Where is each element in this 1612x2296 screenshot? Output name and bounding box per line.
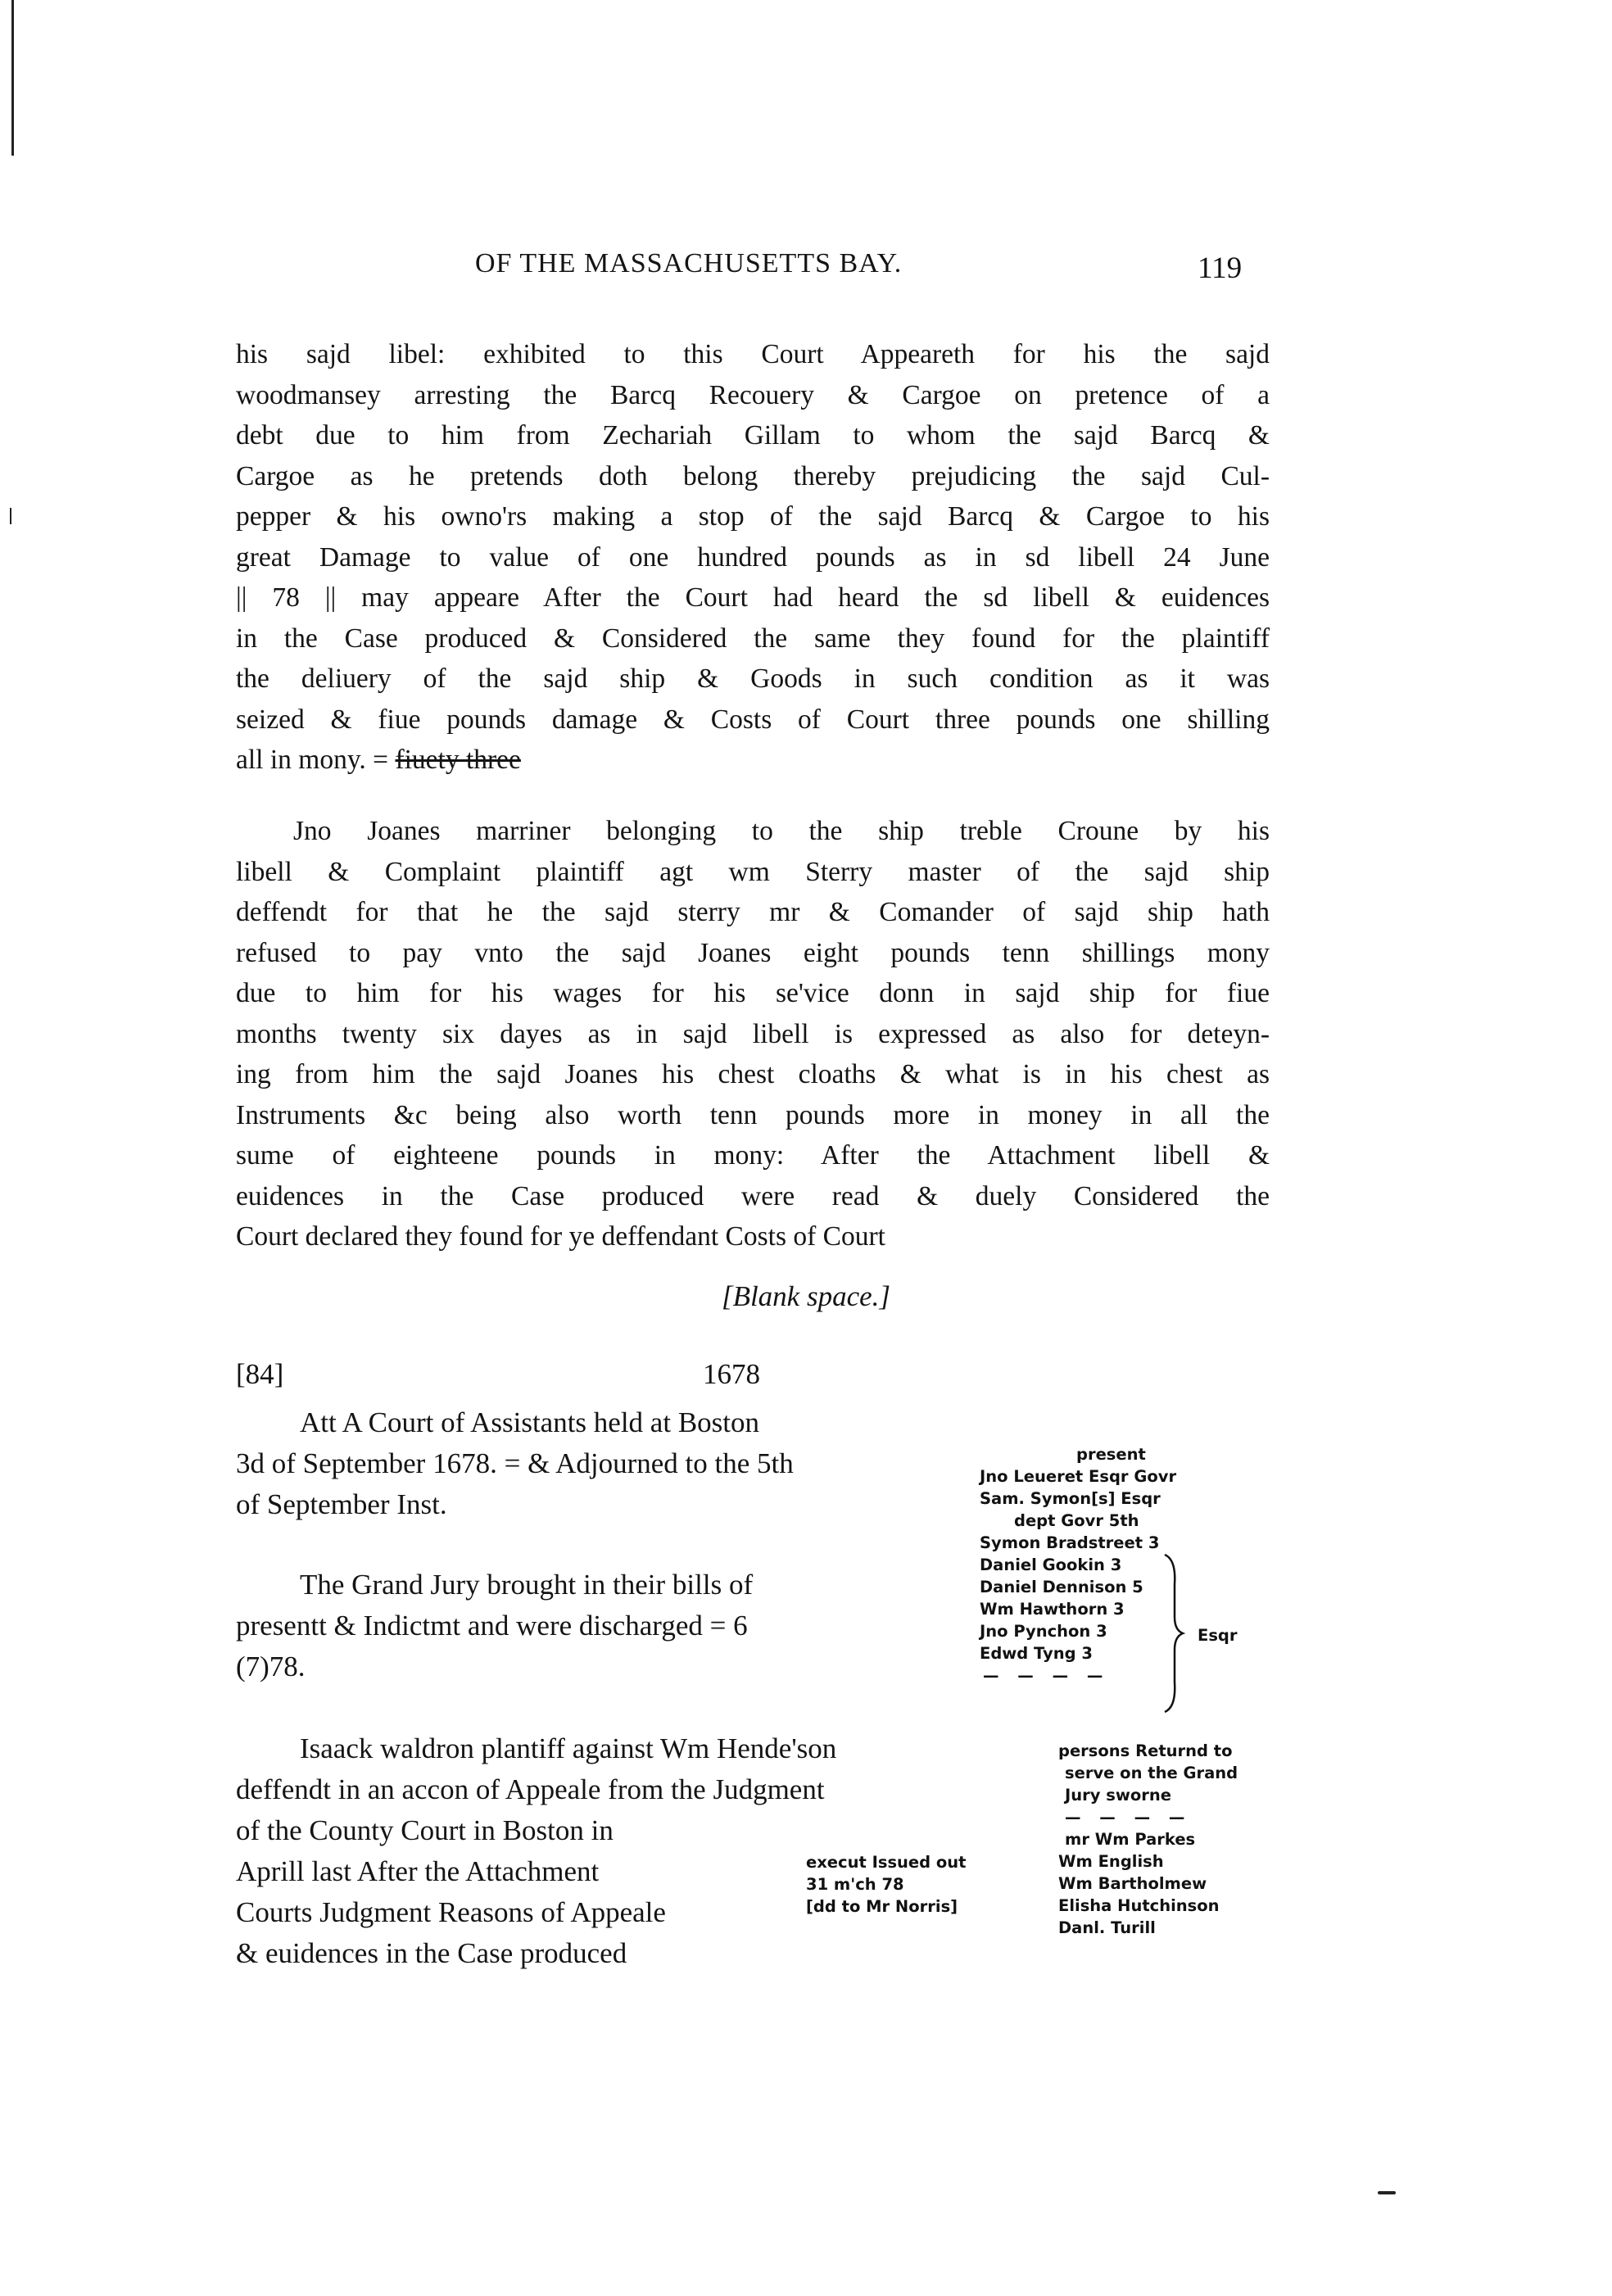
text-line: presentt & Indictmt and were discharged = 6 [236, 1610, 748, 1642]
scan-edge-mark-top [11, 0, 14, 156]
text-line: due to him for his wages for his se'vice donn in sajd ship for fiue [236, 978, 1270, 1008]
side-note-line: Sam. Symon[s] Esqr [980, 1489, 1161, 1508]
side-note-line: Jury sworne [1065, 1786, 1171, 1805]
closing-text: all in mony. = [236, 745, 389, 775]
paragraph-libel-woodmansey [236, 334, 1270, 781]
text-line: libell & Complaint plaintiff agt wm Sterry master of the sajd ship [236, 856, 1270, 887]
paragraph-grand-jury [236, 1565, 753, 1687]
year-heading: 1678 [703, 1358, 760, 1390]
paragraph-joanes-complaint [236, 811, 1270, 1257]
text-line: seized & fiue pounds damage & Costs of Court three pounds one shilling [236, 704, 1270, 735]
curly-brace [1161, 1551, 1186, 1715]
text-line: Courts Judgment Reasons of Appeale [236, 1896, 666, 1928]
text-line: deffendt for that he the sajd sterry mr & Comander of sajd ship hath [236, 897, 1270, 927]
text-line: Isaack waldron plantiff against Wm Hende'son [300, 1732, 837, 1764]
paragraph-waldron-appeal [236, 1728, 836, 1974]
side-note-line: 31 m'ch 78 [806, 1875, 904, 1894]
text-line: months twenty six dayes as in sajd libell is expressed as also for deteyn- [236, 1018, 1270, 1049]
text-line: The Grand Jury brought in their bills of [300, 1569, 754, 1601]
side-note-line: mr Wm Parkes [1065, 1830, 1196, 1849]
text-line: the deliuery of the sajd ship & Goods in such condition as it was [236, 663, 1270, 694]
text-line: his sajd libel: exhibited to this Court Appeareth for his the sajd [236, 339, 1270, 369]
side-note-line: dept Govr 5th [1014, 1511, 1139, 1530]
scan-smudge [1378, 2191, 1396, 2194]
side-note-heading: present [1076, 1445, 1146, 1464]
running-head: OF THE MASSACHUSETTS BAY. [475, 248, 903, 279]
text-line: (7)78. [236, 1651, 306, 1682]
text-line: Att A Court of Assistants held at Boston [300, 1406, 760, 1438]
side-note-line: serve on the Grand [1065, 1764, 1238, 1782]
blank-space-note: [Blank space.] [721, 1280, 891, 1312]
text-line: deffendt in an accon of Appeale from the Judgment [236, 1773, 825, 1805]
page-number: 119 [1198, 251, 1243, 285]
paragraph-court-session [236, 1402, 794, 1525]
text-line: || 78 || may appeare After the Court had heard the sd libell & euidences [236, 582, 1270, 613]
text-line: great Damage to value of one hundred pounds as in sd libell 24 June [236, 541, 1270, 573]
side-note-line: Elisha Hutchinson [1058, 1896, 1220, 1915]
text-line: sume of eighteene pounds in mony: After the Attachment libell & [236, 1140, 1270, 1171]
text-line: debt due to him from Zechariah Gillam to whom the sajd Barcq & [236, 420, 1270, 451]
text-line: woodmansey arresting the Barcq Recouery & Cargoe on pretence of a [236, 379, 1270, 410]
text-line: Jno Joanes marriner belonging to the ship treble Croune by his [293, 816, 1270, 846]
text-line: & euidences in the Case produced [236, 1937, 627, 1969]
text-line: pepper & his owno'rs making a stop of the sajd Barcq & Cargoe to his [236, 501, 1270, 532]
folio-number: [84] [236, 1358, 284, 1390]
text-line: Court declared they found for ye deffendant Costs of Court [236, 1221, 885, 1252]
side-note-line: Wm Bartholmew [1058, 1874, 1207, 1893]
bracket-label: Esqr [1198, 1626, 1238, 1645]
struck-out-text: fiuety three [395, 745, 521, 775]
side-note-execution [806, 1851, 1019, 1918]
side-note-line: Daniel Gookin 3 [980, 1556, 1122, 1574]
side-note-line: Jno Pynchon 3 [980, 1622, 1107, 1641]
text-line: euidences in the Case produced were read & duely Considered the [236, 1180, 1270, 1211]
text-line: 3d of September 1678. = & Adjourned to the 5th [236, 1447, 794, 1479]
side-note-line: persons Returnd to [1058, 1741, 1233, 1760]
side-note-line: Jno Leueret Esqr Govr [980, 1467, 1177, 1486]
text-line: in the Case produced & Considered the same they found for the plaintiff [236, 623, 1270, 654]
side-note-line: Danl. Turill [1058, 1918, 1156, 1937]
side-note-line: Wm Hawthorn 3 [980, 1600, 1125, 1619]
side-note-line: Edwd Tyng 3 [980, 1644, 1093, 1663]
text-line: ing from him the sajd Joanes his chest cloaths & what is in his chest as [236, 1059, 1270, 1089]
text-line-last [236, 740, 1270, 781]
text-line: refused to pay vnto the sajd Joanes eight pounds tenn shillings mony [236, 937, 1270, 968]
side-note-line: Symon Bradstreet 3 [980, 1533, 1160, 1552]
text-line: of September Inst. [236, 1488, 447, 1520]
side-note-present [980, 1443, 1299, 1687]
side-note-line: Wm English [1058, 1852, 1164, 1871]
scan-edge-mark-mid [10, 508, 11, 524]
text-line: Instruments &c being also worth tenn pounds more in money in all the [236, 1099, 1270, 1130]
side-note-line: [dd to Mr Norris] [806, 1897, 958, 1916]
separator-dashes: — — — — [1065, 1808, 1192, 1827]
separator-dashes: — — — — [983, 1666, 1110, 1685]
text-line: Cargoe as he pretends doth belong thereby prejudicing the sajd Cul- [236, 460, 1270, 491]
text-line: of the County Court in Boston in [236, 1814, 614, 1846]
side-note-jury [1058, 1740, 1304, 1939]
side-note-line: execut Issued out [806, 1853, 967, 1872]
side-note-line: Daniel Dennison 5 [980, 1578, 1143, 1596]
text-line: Aprill last After the Attachment [236, 1855, 600, 1887]
